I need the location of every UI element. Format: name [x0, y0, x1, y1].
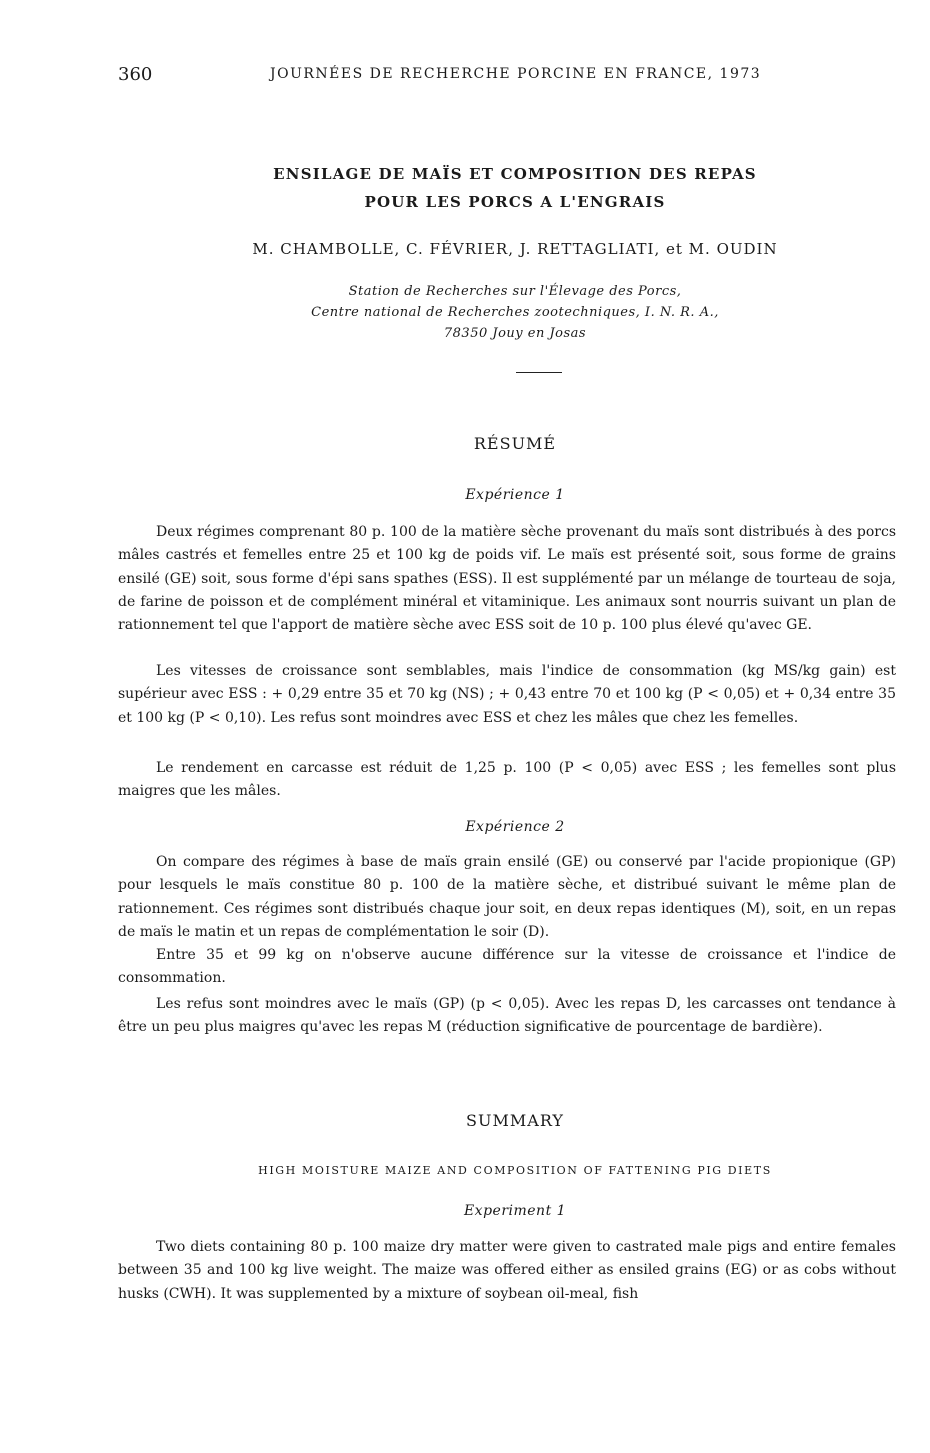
title-line-2: POUR LES PORCS A L'ENGRAIS [364, 193, 666, 211]
resume-exp2-paragraph-1: On compare des régimes à base de maïs grain ensilé (GE) ou conservé par l'acide propionique (GP) pour lesquels le maïs constitue 80 p. 100 de la matière sèche, et distribué suivant le même plan de rationnement. Ces régimes sont distribués chaque jour soit, en deux repas identiques (M), soit, en un repas de maïs le matin et un repas de complémentation le soir (D). [118, 854, 896, 940]
authors: M. CHAMBOLLE, C. FÉVRIER, J. RETTAGLIATI, et M. OUDIN [252, 240, 778, 258]
affiliation-line-2: Centre national de Recherches zootechniques, I. N. R. A., [311, 305, 719, 320]
resume-exp1-paragraph-3: Le rendement en carcasse est réduit de 1,25 p. 100 (P < 0,05) avec ESS ; les femelles sont plus maigres que les mâles. [118, 760, 896, 800]
resume-exp2-paragraph-3: Les refus sont moindres avec le maïs (GP) (p < 0,05). Avec les repas D, les carcasses ont tendance à être un peu plus maigres qu'avec les repas M (réduction significative de pourcentage de bardière). [118, 996, 896, 1036]
separator-rule [516, 372, 562, 373]
summary-heading: SUMMARY [466, 1111, 564, 1130]
title-line-1: ENSILAGE DE MAÏS ET COMPOSITION DES REPAS [273, 165, 757, 183]
resume-exp1-paragraph-1: Deux régimes comprenant 80 p. 100 de la matière sèche provenant du maïs sont distribués à des porcs mâles castrés et femelles entre 25 et 100 kg de poids vif. Le maïs est présenté soit, sous forme de grains ensilé (GE) soit, sous forme d'épi sans spathes (ESS). Il est supplémenté par un mélange de tourteau de soja, de farine de poisson et de complément minéral et vitaminique. Les animaux sont nourris suivant un plan de rationnement tel que l'apport de matière sèche avec ESS soit de 10 p. 100 plus élevé qu'avec GE. [118, 524, 896, 634]
resume-heading: RÉSUMÉ [473, 434, 557, 453]
summary-exp1-paragraph-1: Two diets containing 80 p. 100 maize dry matter were given to castrated male pigs and entire females between 35 and 100 kg live weight. The maize was offered either as ensiled grains (EG) or as cobs without husks (CWH). It was supplemented by a mixture of soybean oil-meal, fish [118, 1239, 896, 1302]
resume-exp2-heading: Expérience 2 [465, 819, 565, 835]
affiliation [120, 281, 910, 344]
affiliation-line-3: 78350 Jouy en Josas [443, 326, 587, 341]
summary-exp1-heading: Experiment 1 [463, 1203, 567, 1219]
resume-exp1-heading: Expérience 1 [465, 487, 565, 503]
page-number: 360 [118, 64, 153, 85]
summary-subtitle: HIGH MOISTURE MAIZE AND COMPOSITION OF FATTENING PIG DIETS [258, 1164, 772, 1177]
affiliation-line-1: Station de Recherches sur l'Élevage des Porcs, [348, 284, 682, 299]
resume-exp1-paragraph-2: Les vitesses de croissance sont semblables, mais l'indice de consommation (kg MS/kg gain) est supérieur avec ESS : + 0,29 entre 35 et 70 kg (NS) ; + 0,43 entre 70 et 100 kg (P < 0,05) et + 0,34 entre 35 et 100 kg (P < 0,10). Les refus sont moindres avec ESS et chez les mâles que chez les femelles. [118, 663, 896, 726]
article-title [120, 160, 910, 216]
running-title: JOURNÉES DE RECHERCHE PORCINE EN FRANCE, 1973 [270, 66, 762, 82]
resume-exp2-paragraph-2: Entre 35 et 99 kg on n'observe aucune différence sur la vitesse de croissance et l'indice de consommation. [118, 947, 896, 987]
